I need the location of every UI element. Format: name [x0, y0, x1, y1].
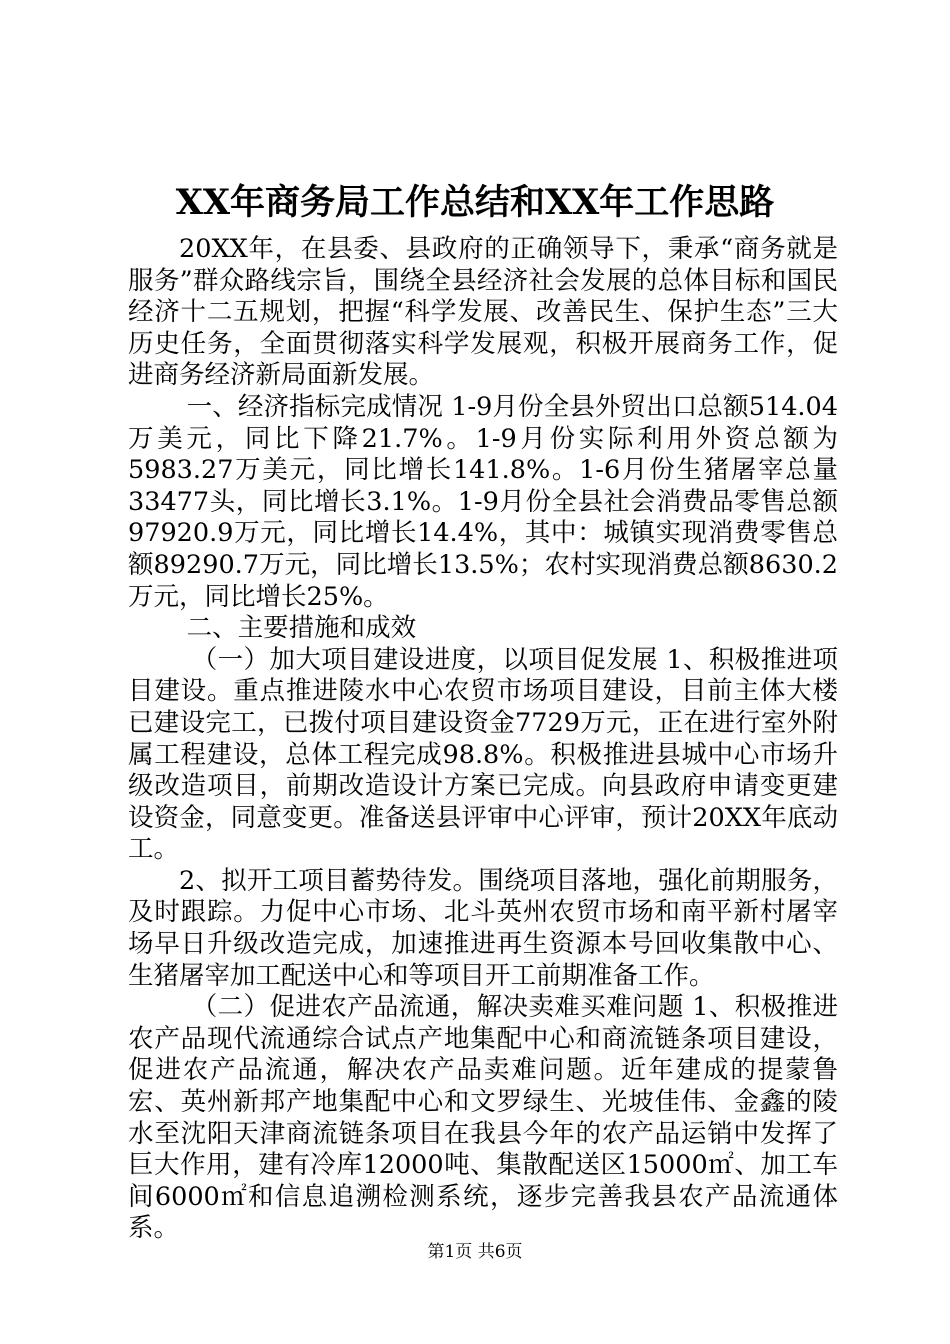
page-footer: 第1页 共6页 [427, 1242, 523, 1262]
document-title: XX年商务局工作总结和XX年工作思路 [175, 182, 775, 223]
document-body [128, 234, 838, 1245]
paragraph-section-heading-measures: 二、主要措施和成效 [186, 613, 417, 644]
paragraph-intro: 20XX年，在县委、县政府的正确领导下，秉承“商务就是服务”群众路线宗旨，围绕全县经济社会发展的总体目标和国民经济十二五规划，把握“科学发展、改善民生、保护生态”三大历史任务，全面贯彻落实科学发展观，积极开展商务工作，促进商务经济新局面新发展。 [128, 234, 838, 391]
paragraph-project-construction: （一）加大项目建设进度，以项目促发展 1、积极推进项目建设。重点推进陵水中心农贸市场项目建设，目前主体大楼已建设完工，已拨付项目建设资金7729万元，正在进行室外附属工程建设，总体工程完成98.8%。积极推进县城中心市场升级改造项目，前期改造设计方案已完成。向县政府申请变更建设资金，同意变更。准备送县评审中心评审，预计20XX年底动工。 [128, 644, 838, 865]
paragraph-agricultural-circulation: （二）促进农产品流通，解决卖难买难问题 1、积极推进农产品现代流通综合试点产地集配中心和商流链条项目建设，促进农产品流通，解决农产品卖难问题。近年建成的提蒙鲁宏、英州新邦产地集配中心和文罗绿生、光坡佳伟、金鑫的陵水至沈阳天津商流链条项目在我县今年的农产品运销中发挥了巨大作用，建有冷库12000吨、集散配送区15000㎡、加工车间6000㎡和信息追溯检测系统，逐步完善我县农产品流通体系。 [128, 992, 838, 1244]
paragraph-economic-indicators: 一、经济指标完成情况 1-9月份全县外贸出口总额514.04万美元，同比下降21.7%。1-9月份实际利用外资总额为5983.27万美元，同比增长141.8%。1-6月份生猪屠宰总量33477头，同比增长3.1%。1-9月份全县社会消费品零售总额97920.9万元，同比增长14.4%，其中：城镇实现消费零售总额89290.7万元，同比增长13.5%；农村实现消费总额8630.2万元，同比增长25%。 [128, 391, 838, 612]
paragraph-planned-projects: 2、拟开工项目蓄势待发。围绕项目落地，强化前期服务，及时跟踪。力促中心市场、北斗英州农贸市场和南平新村屠宰场早日升级改造完成，加速推进再生资源本号回收集散中心、生猪屠宰加工配送中心和等项目开工前期准备工作。 [128, 865, 838, 991]
